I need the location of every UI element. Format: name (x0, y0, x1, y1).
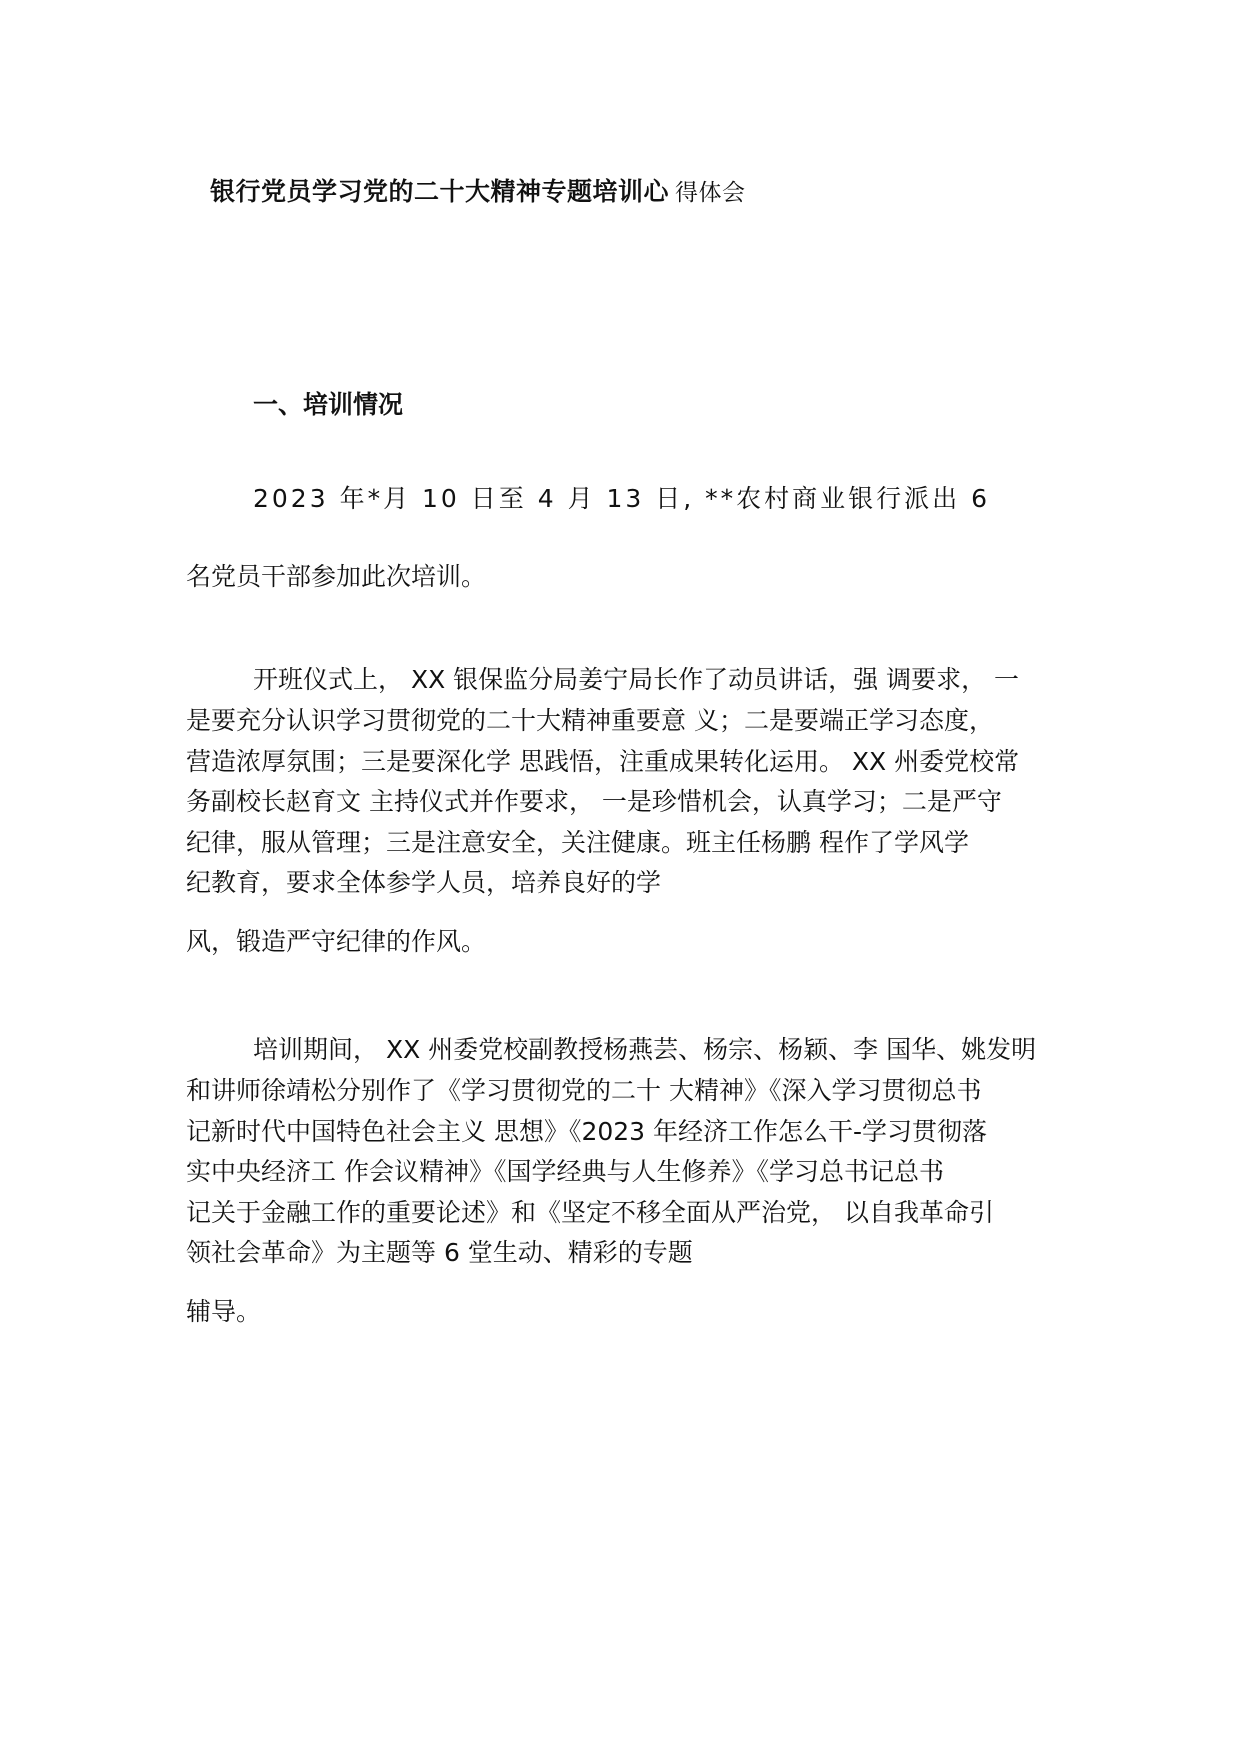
para2-line2: 是要充分认识学习贯彻党的二十大精神重要意 义；二是要端正学习态度， (186, 706, 994, 735)
para2-line5: 纪律，服从管理；三是注意安全，关注健康。班主任杨鹏 程作了学风学 (186, 828, 969, 857)
para3-line7: 辅导。 (186, 1297, 262, 1326)
para1-line2: 名党员干部参加此次培训。 (186, 562, 487, 591)
document-title-main: 银行党员学习党的二十大精神专题培训心 (210, 177, 670, 206)
para2-line1: 开班仪式上， XX 银保监分局姜宁局长作了动员讲话，强 调要求， 一 (253, 665, 1020, 694)
document-title (210, 172, 746, 208)
para1-line1: 2023 年*月 10 日至 4 月 13 日, **农村商业银行派出 6 (253, 484, 991, 513)
para2-line4: 务副校长赵育文 主持仪式并作要求， 一是珍惜机会，认真学习；二是严守 (186, 787, 1002, 816)
para3-line4: 实中央经济工 作会议精神》《国学经典与人生修养》《学习总书记总书 (186, 1157, 944, 1186)
para3-line3: 记新时代中国特色社会主义 思想》《2023 年经济工作怎么干-学习贯彻落 (186, 1117, 988, 1146)
para3-line6: 领社会革命》为主题等 6 堂生动、精彩的专题 (186, 1238, 693, 1267)
para3-line5: 记关于金融工作的重要论述》和《坚定不移全面从严治党， 以自我革命引 (186, 1198, 994, 1227)
para2-line7: 风，锻造严守纪律的作风。 (186, 927, 487, 956)
para2-line3: 营造浓厚氛围；三是要深化学 思践悟，注重成果转化运用。 XX 州委党校常 (186, 747, 1020, 776)
para3-line2: 和讲师徐靖松分别作了《学习贯彻党的二十 大精神》《深入学习贯彻总书 (186, 1076, 982, 1105)
para3-line1: 培训期间， XX 州委党校副教授杨燕芸、杨宗、杨颖、李 国华、姚发明 (253, 1035, 1037, 1064)
document-title-suffix: 得体会 (675, 180, 746, 206)
section-heading-training: 一、培训情况 (253, 390, 404, 419)
para2-line6: 纪教育，要求全体参学人员，培养良好的学 (186, 868, 662, 897)
